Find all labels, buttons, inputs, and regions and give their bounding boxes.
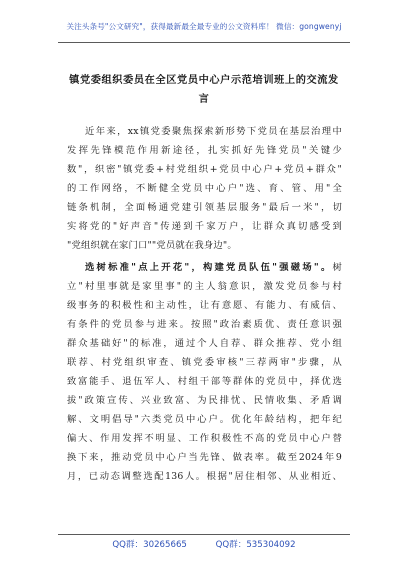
body-line: 数"，织密"镇党委+村党组织+党员中心户+党员+群众" [67, 164, 342, 175]
body-line: "党组织就在家门口""党员就在我身边"。 [67, 240, 237, 251]
body-line: 实将党的"好声音"传递到千家万户，让群众真切感受到 [67, 221, 342, 232]
body-line: 有条件的党员参与进来。按照"政治素质优、责任意识强 [67, 319, 342, 330]
body-line: 换下来，推动党员中心户当先锋、做表率。截至2024年9 [67, 452, 342, 463]
body-line: 拔"政策宣传、兴业致富、为民排忧、民情收集、矛盾调 [67, 395, 342, 406]
body-line-tail: 树 [332, 262, 342, 273]
body-line: 链条机制，全面畅通党建引领基层服务"最后一米"，切 [67, 202, 342, 213]
footer-qq-group-1: QQ群：30265665 [112, 540, 187, 550]
body-line: 联荐、村党组织审查、镇党委审核"三荐两审"步骤，从 [67, 357, 342, 368]
body-line: 月，已动态调整选配136人。根据"居住相邻、从业相近、 [67, 471, 342, 482]
footer-qq-group-2: QQ群：535304092 [215, 540, 296, 550]
body-line: 致富能手、退伍军人、村组干部等群体的党员中，择优选 [67, 376, 342, 387]
title-line-1: 镇党委组织委员在全区党员中心户示范培训班上的交流发 [69, 74, 339, 86]
footer-divider [58, 534, 350, 535]
body-line: 发挥先锋模范作用新途径，扎实抓好先锋党员"关键少 [67, 145, 342, 156]
body-line: 立"村里事就是家里事"的主人翁意识，激发党员参与村 [67, 281, 342, 292]
footer [0, 538, 408, 550]
body-line: 的工作网络，不断健全党员中心户"选、育、管、用"全 [67, 183, 342, 194]
section-heading: 选树标准"点上开花"，构建党员队伍"强磁场"。 [85, 262, 333, 273]
header-divider [58, 42, 350, 43]
body-line-with-heading [85, 261, 342, 275]
body-line: 解、文明倡导"六类党员中心户。优化年龄结构，把年纪 [67, 414, 342, 425]
title-line-2: 言 [198, 93, 210, 105]
body-line: 级事务的积极性和主动性，让有意愿、有能力、有威信、 [67, 300, 342, 311]
body-line: 偏大、作用发挥不明显、工作积极性不高的党员中心户替 [67, 433, 342, 444]
header-notice: 关注头条号"公文研究"，获得最新最全最专业的公文资料库！ 微信：gongwenyj [66, 22, 342, 31]
body-line: 近年来，xx镇党委聚焦探索新形势下党员在基层治理中 [85, 126, 342, 137]
body-line: 群众基础好"的标准，通过个人自荐、群众推荐、党小组 [67, 338, 342, 349]
